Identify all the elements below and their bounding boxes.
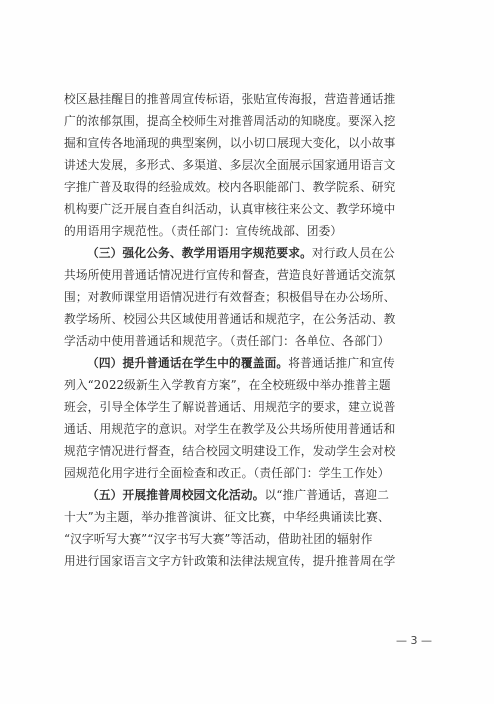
text-line	[64, 132, 446, 154]
paragraph-text: 将普通话推广和宣传	[288, 356, 395, 370]
paragraph-text: 十大”为主题，举办推普演讲、征文比赛，中华经典诵读比赛、	[64, 510, 390, 524]
paragraph-text: 园规范化用字进行全面检查和改正。（责任部门：学生工作处）	[64, 466, 390, 480]
text-line	[64, 308, 446, 330]
paragraph-text: 班会，引导全体学生了解说普通话、用规范字的要求，建立说普	[64, 400, 396, 414]
body-text	[64, 88, 446, 572]
paragraph-text: 对行政人员在公	[311, 246, 395, 260]
paragraph-text: 机构要广泛开展自查自纠活动，认真审核往来公文、教学环境中	[64, 202, 396, 216]
section-heading: （三）强化公务、教学用语用字规范要求。	[87, 246, 312, 260]
section-heading: （五）开展推普周校园文化活动。	[87, 488, 265, 502]
paragraph-text: 的用语用字规范性。（责任部门：宣传统战部、团委）	[64, 224, 343, 238]
text-line	[64, 396, 446, 418]
text-line	[64, 462, 446, 484]
text-line	[64, 550, 446, 572]
text-line	[64, 154, 446, 176]
text-line	[64, 528, 446, 550]
paragraph-text: 规范字情况进行督查，结合校园文明建设工作，发动学生会对校	[64, 444, 396, 458]
paragraph-text: 掘和宣传各地涌现的典型案例，以小切口展现大变化，以小故事	[64, 136, 396, 150]
page-number: — 3 —	[396, 634, 432, 647]
text-line	[64, 286, 446, 308]
text-line	[64, 484, 446, 506]
text-line	[64, 330, 446, 352]
text-line	[64, 352, 446, 374]
text-line	[64, 176, 446, 198]
text-line	[64, 374, 446, 396]
text-line	[64, 264, 446, 286]
text-line	[64, 110, 446, 132]
paragraph-text: 学活动中使用普通话和规范字。（责任部门：各单位、各部门）	[64, 334, 390, 348]
paragraph-text: 围；对教师课堂用语情况进行有效督查；积极倡导在办公场所、	[64, 290, 396, 304]
text-line	[64, 506, 446, 528]
paragraph-text: 用进行国家语言文字方针政策和法律法规宣传，提升推普周在学	[64, 554, 396, 568]
paragraph-text: 通话、用规范字的意识。对学生在教学及公共场所使用普通话和	[64, 422, 396, 436]
text-line	[64, 220, 446, 242]
paragraph-text: 以“推广普通话，喜迎二	[264, 488, 390, 502]
paragraph-text: 字推广普及取得的经验成效。校内各职能部门、教学院系、研究	[64, 180, 396, 194]
paragraph-text: 讲述大发展，多形式、多渠道、多层次全面展示国家通用语言文	[64, 158, 396, 172]
paragraph-text: 教学场所、校园公共区域使用普通话和规范字，在公务活动、教	[64, 312, 396, 326]
paragraph-text: 共场所使用普通话情况进行宣传和督查，营造良好普通话交流氛	[64, 268, 396, 282]
paragraph-text: 校区悬挂醒目的推普周宣传标语，张贴宣传海报，营造普通话推	[64, 92, 396, 106]
text-line	[64, 242, 446, 264]
paragraph-text: 广的浓郁氛围，提高全校师生对推普周活动的知晓度。要深入挖	[64, 114, 396, 128]
text-line	[64, 198, 446, 220]
text-line	[64, 88, 446, 110]
paragraph-text: 列入“2022级新生入学教育方案”，在全校班级中举办推普主题	[64, 378, 391, 392]
paragraph-text: “汉字听写大赛”“汉字书写大赛”等活动，借助社团的辐射作	[64, 532, 373, 546]
text-line	[64, 418, 446, 440]
section-heading: （四）提升普通话在学生中的覆盖面。	[87, 356, 289, 370]
text-line	[64, 440, 446, 462]
